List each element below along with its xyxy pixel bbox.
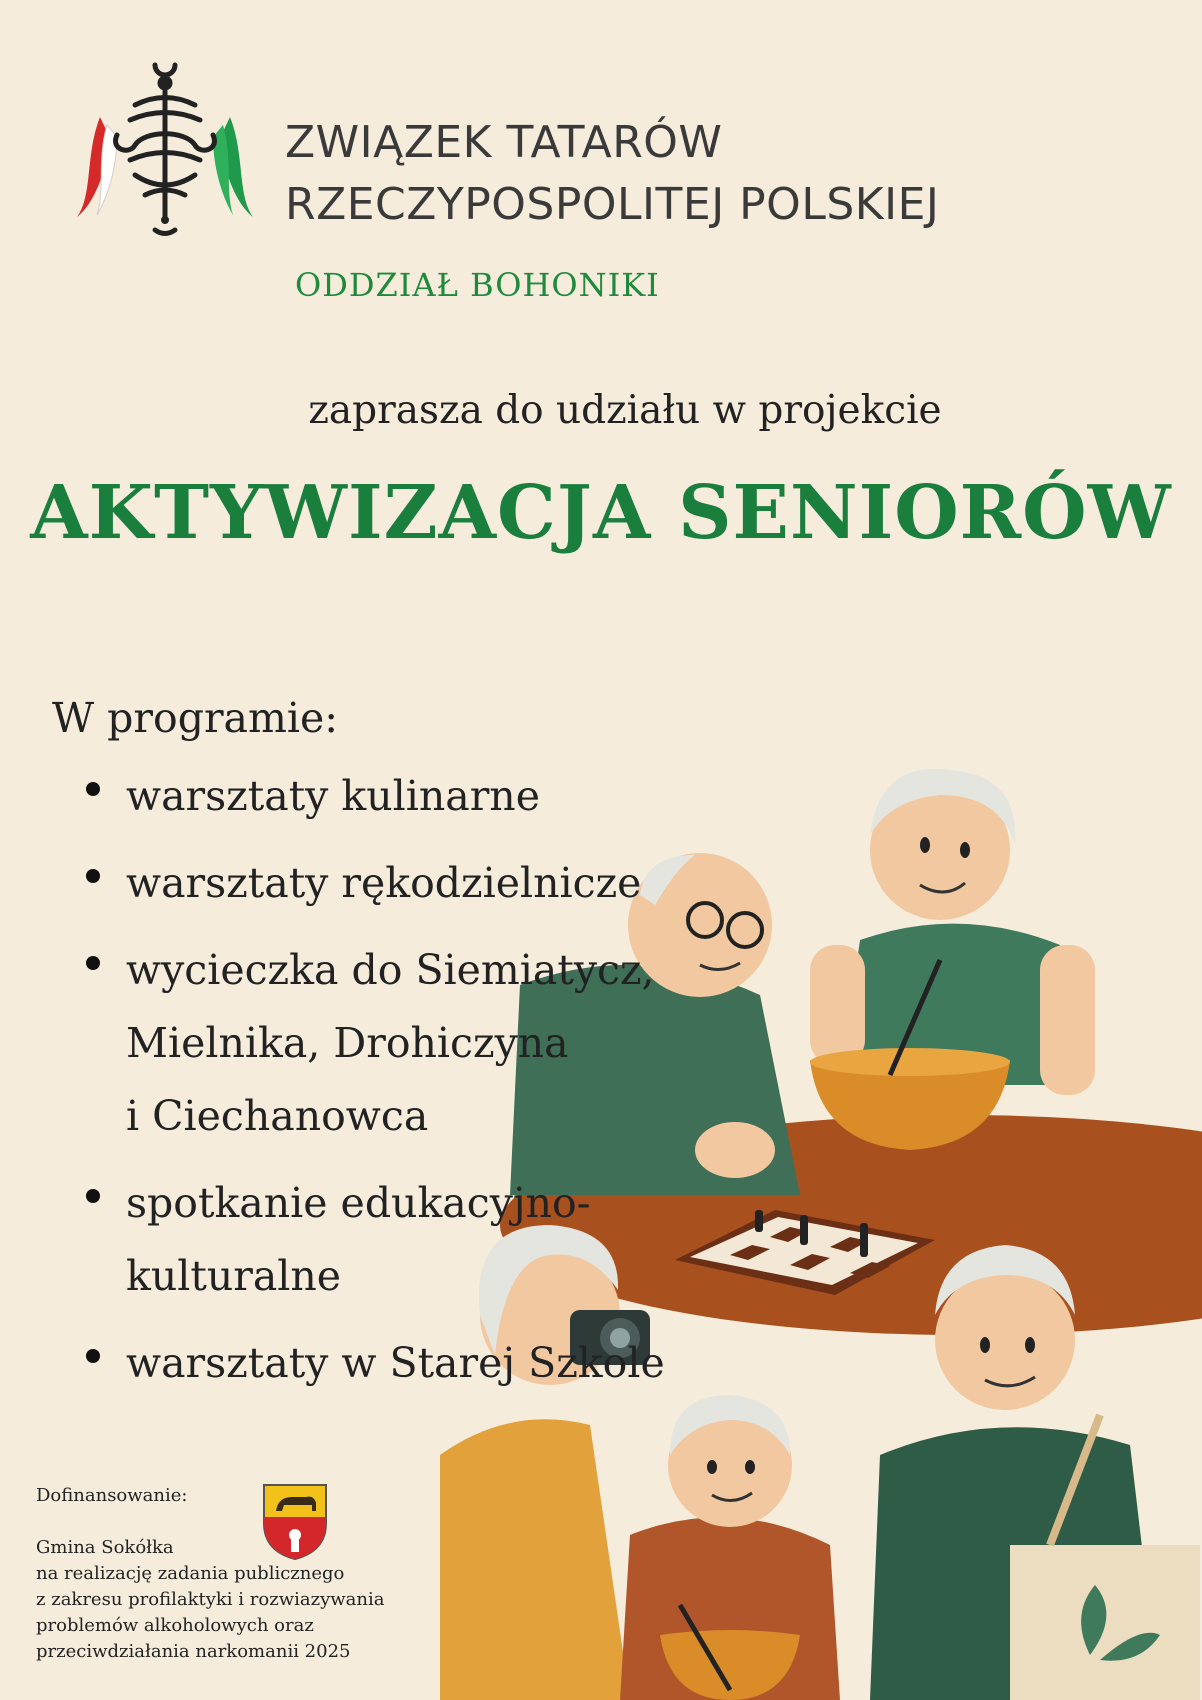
bullet-icon <box>86 1189 100 1203</box>
organization-name <box>285 112 1115 236</box>
list-item-text: wycieczka do Siemiatycz, <box>126 946 655 994</box>
list-item-text: warsztaty rękodzielnicze <box>126 859 642 907</box>
org-name-line-1: ZWIĄZEK TATARÓW <box>285 117 723 168</box>
funding-info <box>36 1483 456 1665</box>
bullet-icon <box>86 956 100 970</box>
list-item-text: i Ciechanowca <box>126 1092 429 1140</box>
program-list <box>52 760 732 1400</box>
funding-line: na realizację zadania publicznego <box>36 1563 345 1584</box>
funding-label: Dofinansowanie: <box>36 1485 188 1506</box>
list-item-text: spotkanie edukacyjno- <box>126 1179 591 1227</box>
list-item-text: warsztaty kulinarne <box>126 772 540 820</box>
list-item <box>52 1167 732 1313</box>
funding-sponsor: Gmina Sokółka <box>36 1537 174 1558</box>
tatar-emblem-logo <box>75 45 255 250</box>
project-title: AKTYWIZACJA SENIORÓW <box>30 470 1172 556</box>
list-item <box>52 1327 732 1400</box>
list-item <box>52 934 732 1153</box>
list-item-text: kulturalne <box>126 1252 342 1300</box>
org-name-line-2: RZECZYPOSPOLITEJ POLSKIEJ <box>285 179 940 230</box>
list-item <box>52 847 732 920</box>
bullet-icon <box>86 1349 100 1363</box>
coat-of-arms-icon <box>262 1483 328 1561</box>
list-item-text: Mielnika, Drohiczyna <box>126 1019 569 1067</box>
bullet-icon <box>86 869 100 883</box>
funding-line: z zakresu profilaktyki i rozwiazywania <box>36 1589 385 1610</box>
funding-line: problemów alkoholowych oraz <box>36 1615 314 1636</box>
bullet-icon <box>86 782 100 796</box>
list-item <box>52 760 732 833</box>
list-item-text: warsztaty w Starej Szkole <box>126 1339 665 1387</box>
program-section <box>52 690 732 1414</box>
branch-name: ODDZIAŁ BOHONIKI <box>295 266 660 304</box>
program-heading: W programie: <box>52 694 339 742</box>
funding-line: przeciwdziałania narkomanii 2025 <box>36 1641 351 1662</box>
invitation-text: zaprasza do udziału w projekcie <box>308 388 942 433</box>
